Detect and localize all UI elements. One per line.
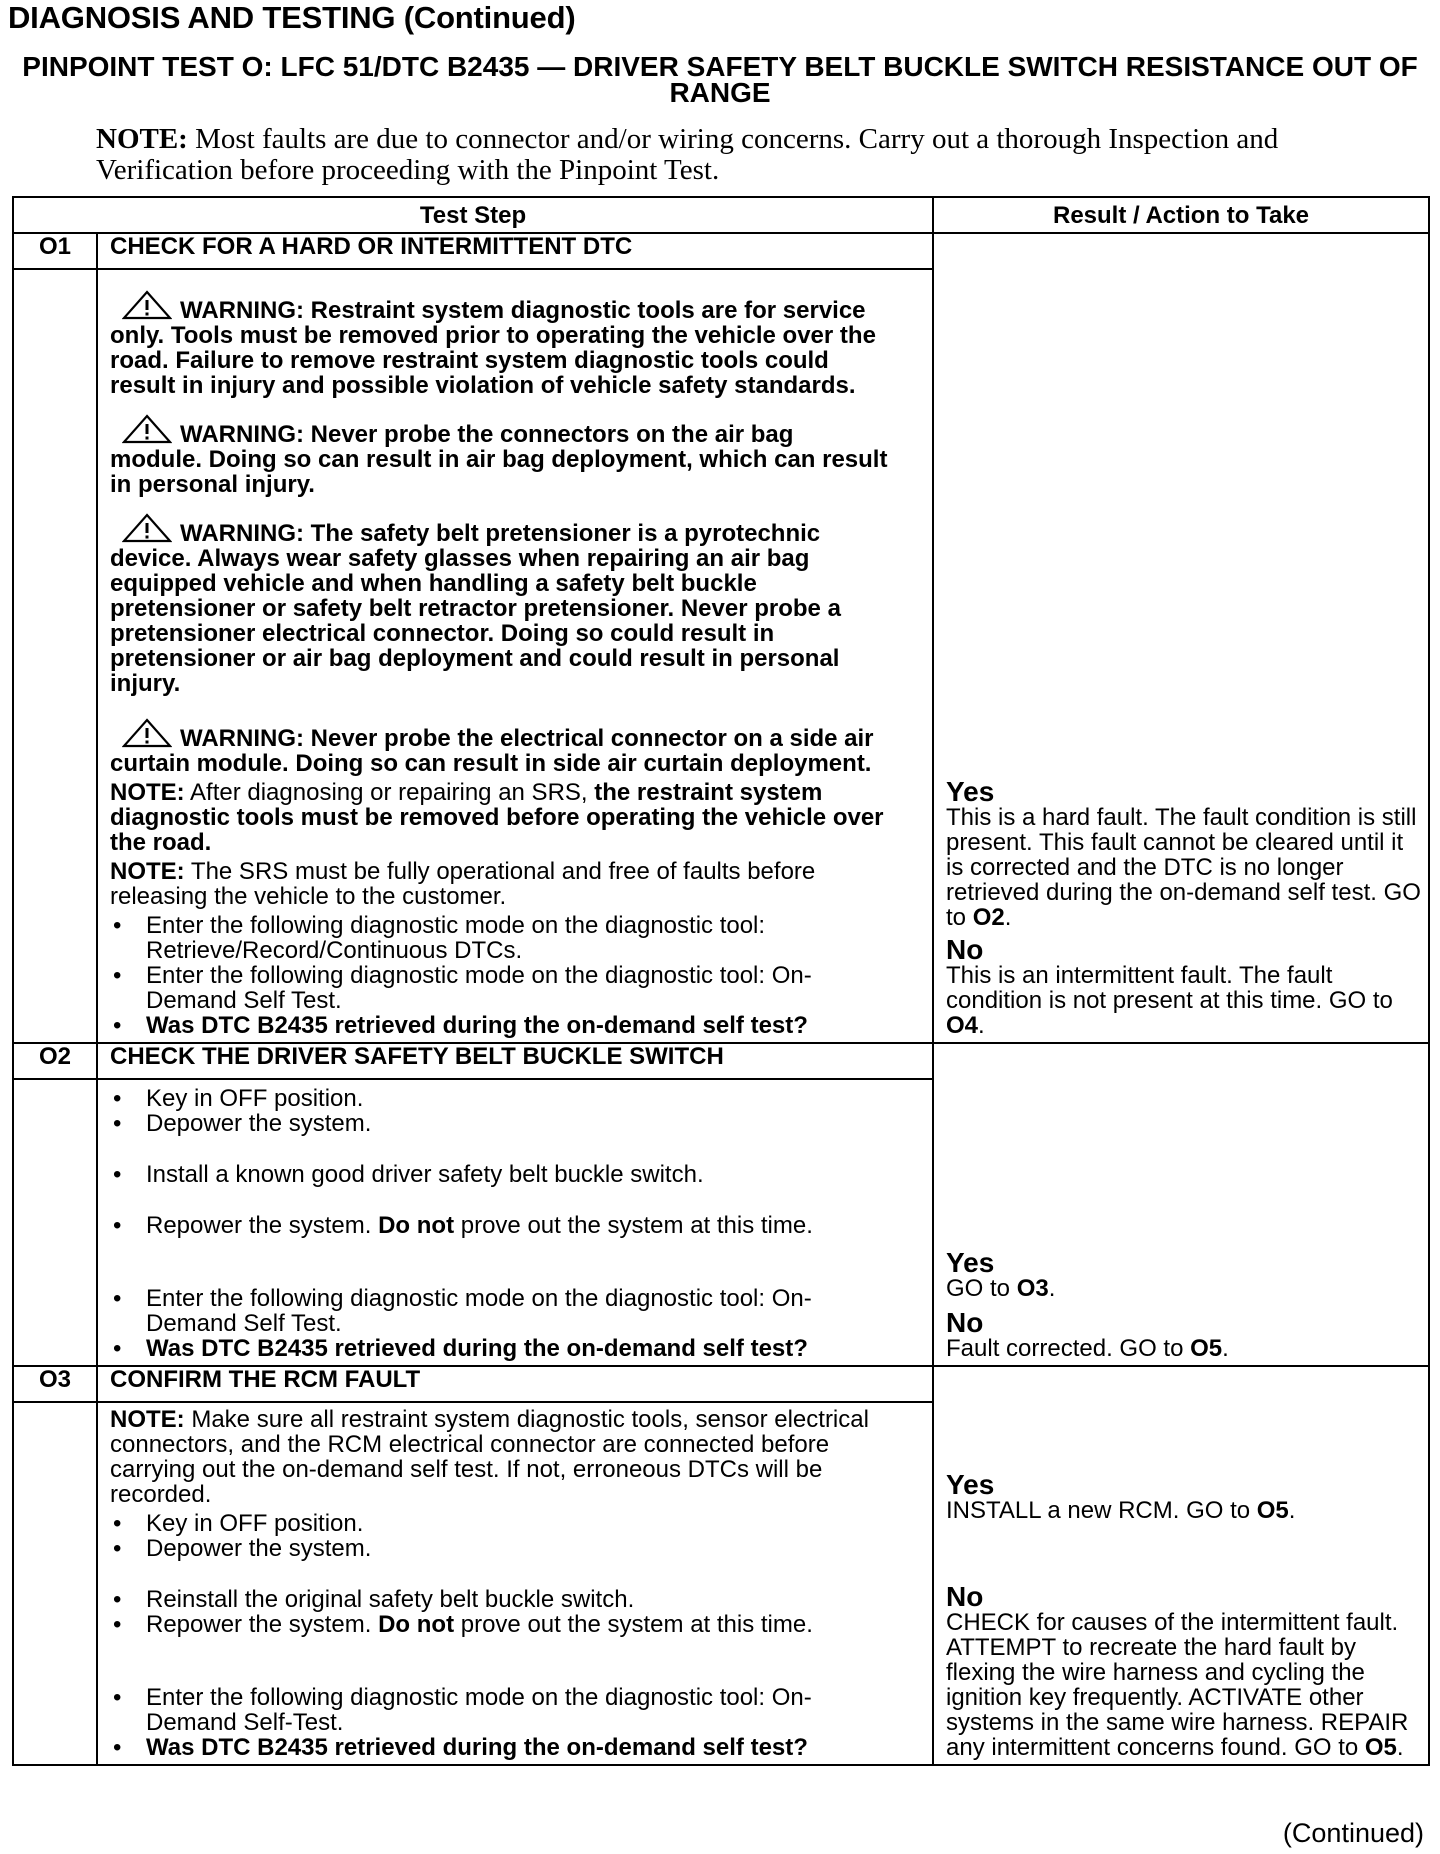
step-o2-result bbox=[933, 1043, 1429, 1366]
warning-triangle-icon bbox=[122, 718, 172, 748]
table-header-row bbox=[13, 197, 1429, 233]
result-yes-text bbox=[946, 1276, 1422, 1301]
step-o2-body bbox=[97, 1079, 933, 1366]
spacer bbox=[110, 1561, 888, 1587]
result-no-label: No bbox=[946, 934, 984, 965]
step-o1-result bbox=[933, 233, 1429, 1043]
result-no-body: This is an intermittent fault. The fault condition is not present at this time. GO to bbox=[946, 962, 1393, 1014]
step-o1-body bbox=[97, 269, 933, 1043]
warning-triangle-icon bbox=[122, 414, 172, 444]
warning-text: WARNING: The safety belt pretensioner is a pyrotechnic device. Always wear safety glasses when repairing an air bag equipped vehicle and when handling a safety belt buckle pretensioner or safety belt retractor pretensioner. Never probe a pretensioner electrical connector. Doing so could result in pretensioner or air bag deployment and could result in personal injury. bbox=[110, 520, 841, 697]
step-instructions bbox=[110, 1162, 888, 1187]
page-title: DIAGNOSIS AND TESTING (Continued) bbox=[8, 0, 576, 35]
step-reference: O5 bbox=[1190, 1335, 1223, 1362]
note bbox=[110, 859, 888, 909]
result-no-text bbox=[946, 1610, 1422, 1760]
result-yes-label: Yes bbox=[946, 776, 995, 807]
note-label: NOTE: bbox=[110, 1406, 185, 1433]
result-yes-body: INSTALL a new RCM. GO to bbox=[946, 1497, 1257, 1524]
result-no-end: . bbox=[1396, 1734, 1404, 1761]
step-number: O2 bbox=[13, 1043, 97, 1079]
intro-note bbox=[96, 124, 1356, 186]
result-no-label: No bbox=[946, 1581, 984, 1612]
instruction-text: Repower the system. bbox=[146, 1611, 379, 1638]
step-question bbox=[110, 1735, 888, 1760]
warning-text: WARNING: Restraint system diagnostic tools are for service only. Tools must be removed prior to operating the vehicle over the road. Failure to remove restraint system diagnostic tools could result in injury and possible violation of vehicle safety standards. bbox=[110, 297, 876, 399]
question-text: Was DTC B2435 retrieved during the on-demand self test? bbox=[146, 1012, 808, 1039]
spacer bbox=[110, 1238, 888, 1286]
instruction-item bbox=[110, 1213, 888, 1238]
result-no-text bbox=[946, 963, 1422, 1038]
instruction-text: prove out the system at this time. bbox=[454, 1611, 813, 1638]
intro-note-label: NOTE: bbox=[96, 123, 188, 155]
warning-text: WARNING: Never probe the electrical connector on a side air curtain module. Doing so can result in side air curtain deployment. bbox=[110, 725, 874, 777]
pinpoint-test-heading: PINPOINT TEST O: LFC 51/DTC B2435 — DRIVER SAFETY BELT BUCKLE SWITCH RESISTANCE OUT OF RANGE bbox=[22, 51, 1418, 108]
step-question bbox=[110, 1336, 888, 1361]
step-instructions bbox=[110, 1587, 888, 1637]
instruction-text: prove out the system at this time. bbox=[454, 1212, 813, 1239]
step-instructions bbox=[110, 1511, 888, 1561]
warning-block bbox=[110, 718, 888, 776]
result-yes-end: . bbox=[1288, 1497, 1296, 1524]
result-yes-end: . bbox=[1048, 1275, 1056, 1302]
spacer bbox=[110, 1187, 888, 1213]
warning-block bbox=[110, 414, 888, 497]
step-o3-title-row bbox=[13, 1366, 1429, 1402]
step-title: CHECK FOR A HARD OR INTERMITTENT DTC bbox=[97, 233, 933, 269]
step-number-spacer bbox=[13, 1402, 97, 1765]
note-text: After diagnosing or repairing an SRS, bbox=[184, 779, 595, 806]
note-emphasis: the restraint system diagnostic tools must be removed before operating the vehicle over the road. bbox=[110, 779, 884, 856]
step-number: O1 bbox=[13, 233, 97, 269]
result-yes-body: This is a hard fault. The fault condition is still present. This fault cannot be cleared until it is corrected and the DTC is no longer retrieved during the on-demand self test. GO to bbox=[946, 804, 1421, 931]
step-reference: O2 bbox=[972, 904, 1005, 931]
instruction-item bbox=[110, 1612, 888, 1637]
instruction-text: Repower the system. bbox=[146, 1212, 379, 1239]
instruction-item: • Reinstall the original safety belt buckle switch. bbox=[110, 1587, 888, 1612]
question-text: Was DTC B2435 retrieved during the on-demand self test? bbox=[146, 1335, 808, 1362]
spacer bbox=[110, 1637, 888, 1685]
result-no-body: Fault corrected. GO to bbox=[946, 1335, 1191, 1362]
step-o2-title-row bbox=[13, 1043, 1429, 1079]
result-no-end: . bbox=[1222, 1335, 1229, 1362]
instruction-item: • Enter the following diagnostic mode on the diagnostic tool: On-Demand Self Test. bbox=[110, 963, 888, 1013]
result-no-text bbox=[946, 1336, 1422, 1361]
result-yes-label: Yes bbox=[946, 1469, 995, 1500]
result-yes-end: . bbox=[1004, 904, 1012, 931]
step-instructions bbox=[110, 1213, 888, 1238]
step-reference: O3 bbox=[1016, 1275, 1049, 1302]
pinpoint-test-table bbox=[12, 196, 1430, 1766]
note-text: The SRS must be fully operational and free of faults before releasing the vehicle to the customer. bbox=[110, 858, 816, 910]
step-number: O3 bbox=[13, 1366, 97, 1402]
step-reference: O4 bbox=[946, 1012, 979, 1039]
note bbox=[110, 780, 888, 855]
note-label: NOTE: bbox=[110, 858, 185, 885]
step-o1-title-row bbox=[13, 233, 1429, 269]
result-no-body: CHECK for causes of the intermittent fault. ATTEMPT to recreate the hard fault by flexing the wire harness and cycling the ignition key frequently. ACTIVATE other systems in the same wire harness. REPAIR any intermittent concerns found. GO to bbox=[946, 1609, 1409, 1761]
instruction-item: • Depower the system. bbox=[110, 1111, 888, 1136]
instruction-item: • Enter the following diagnostic mode on the diagnostic tool: On-Demand Self Test. bbox=[110, 1286, 888, 1336]
column-header-result: Result / Action to Take bbox=[933, 197, 1429, 233]
warning-text: WARNING: Never probe the connectors on the air bag module. Doing so can result in air bag deployment, which can result in personal injury. bbox=[110, 421, 888, 498]
result-yes-label: Yes bbox=[946, 1247, 995, 1278]
instruction-item: • Enter the following diagnostic mode on the diagnostic tool: On-Demand Self-Test. bbox=[110, 1685, 888, 1735]
note bbox=[110, 1407, 888, 1507]
spacer bbox=[110, 1136, 888, 1162]
step-question bbox=[110, 1013, 888, 1038]
result-no-label: No bbox=[946, 1307, 984, 1338]
warning-triangle-icon bbox=[122, 290, 172, 320]
instruction-item: • Install a known good driver safety belt buckle switch. bbox=[110, 1162, 888, 1187]
instruction-item: • Key in OFF position. bbox=[110, 1086, 888, 1111]
step-o3-result bbox=[933, 1366, 1429, 1765]
column-header-test-step: Test Step bbox=[13, 197, 933, 233]
intro-note-text: Most faults are due to connector and/or wiring concerns. Carry out a thorough Inspection and Verification before proceeding with the Pinpoint Test. bbox=[96, 123, 1279, 186]
instruction-item: • Depower the system. bbox=[110, 1536, 888, 1561]
step-instructions bbox=[110, 913, 888, 1038]
instruction-item: • Key in OFF position. bbox=[110, 1511, 888, 1536]
step-title: CHECK THE DRIVER SAFETY BELT BUCKLE SWITCH bbox=[97, 1043, 933, 1079]
instruction-item: • Enter the following diagnostic mode on the diagnostic tool: Retrieve/Record/Continuous DTCs. bbox=[110, 913, 888, 963]
step-number-spacer bbox=[13, 1079, 97, 1366]
step-reference: O5 bbox=[1364, 1734, 1397, 1761]
warning-block bbox=[110, 290, 888, 398]
result-no-end: . bbox=[978, 1012, 985, 1039]
result-yes-text bbox=[946, 805, 1422, 930]
result-yes-text bbox=[946, 1498, 1422, 1523]
warning-block bbox=[110, 513, 888, 696]
step-instructions bbox=[110, 1685, 888, 1760]
step-reference: O5 bbox=[1256, 1497, 1289, 1524]
question-text: Was DTC B2435 retrieved during the on-demand self test? bbox=[146, 1734, 808, 1761]
result-yes-body: GO to bbox=[946, 1275, 1017, 1302]
warning-triangle-icon bbox=[122, 513, 172, 543]
note-text: Make sure all restraint system diagnostic tools, sensor electrical connectors, and the RCM electrical connector are connected before carrying out the on-demand self test. If not, erroneous DTCs will be recorded. bbox=[110, 1406, 869, 1508]
instruction-emphasis: Do not bbox=[378, 1212, 455, 1239]
step-instructions bbox=[110, 1286, 888, 1361]
step-title: CONFIRM THE RCM FAULT bbox=[97, 1366, 933, 1402]
step-instructions bbox=[110, 1086, 888, 1136]
instruction-emphasis: Do not bbox=[378, 1611, 455, 1638]
step-number-spacer bbox=[13, 269, 97, 1043]
continued-label: (Continued) bbox=[1282, 1818, 1424, 1848]
step-o3-body bbox=[97, 1402, 933, 1765]
note-label: NOTE: bbox=[110, 779, 185, 806]
